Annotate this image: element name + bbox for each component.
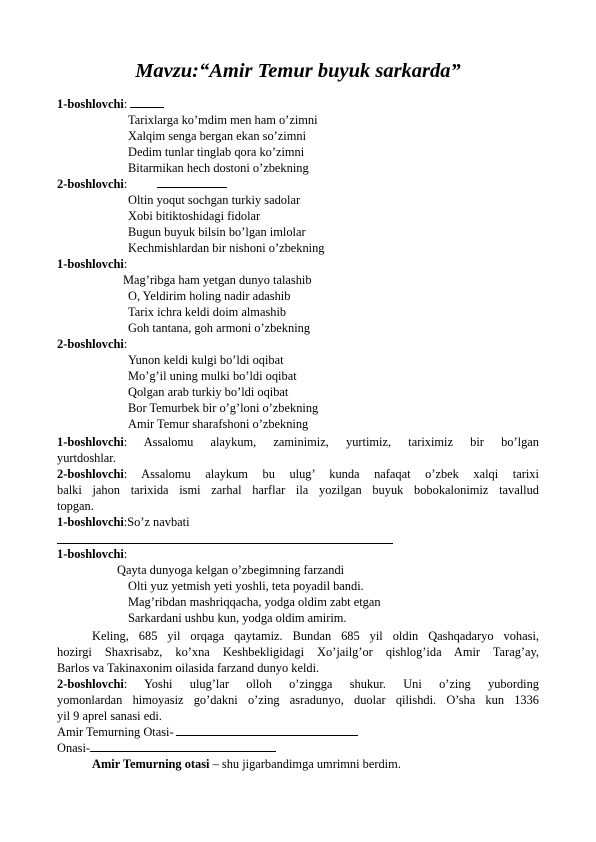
- verse-line: Mag’ribdan mashriqqacha, yodga oldim zabt etgan: [128, 595, 381, 609]
- verse-line: Kechmishlardan bir nishoni o’zbekning: [128, 241, 325, 255]
- word: yil: [167, 629, 181, 643]
- verse-line: Qolgan arab turkiy bo’ldi oqibat: [128, 385, 289, 399]
- verse-line: O, Yeldirim holing nadir adashib: [128, 289, 291, 303]
- verse-line: Oltin yoqut sochgan turkiy sadolar: [128, 193, 301, 207]
- speaker-label: 1-boshlovchi: [57, 515, 124, 529]
- word: yomonlardan: [57, 693, 123, 707]
- word: o’zing: [247, 693, 280, 707]
- word: Yoshi: [144, 677, 173, 691]
- paragraph-line: [57, 692, 539, 708]
- word: Xo’jailg’or: [317, 645, 373, 659]
- paragraph-line: [57, 644, 539, 660]
- verse-line: Olti yuz yetmish yeti yoshli, teta poyadil bandi.: [128, 579, 364, 593]
- blank-underline: [157, 176, 227, 188]
- word: ismi: [179, 483, 201, 497]
- next-turn-text: :So’z navbati: [123, 515, 190, 529]
- word: kun: [485, 693, 505, 707]
- closing-bold-text: Amir Temurning otasi: [92, 757, 210, 771]
- word: 685: [138, 629, 158, 643]
- colon: :: [123, 337, 128, 351]
- word: 1336: [514, 693, 539, 707]
- verse-line: Bor Temurbek bir o’g’loni o’zbekning: [128, 401, 319, 415]
- word: qishlog’ida: [385, 645, 442, 659]
- paragraph-line: Barlos va Takinaxonim oilasida farzand dunyo keldi.: [57, 661, 320, 675]
- colon: :: [123, 467, 128, 481]
- verse-line: Xobi bitiktoshidagi fidolar: [128, 209, 261, 223]
- word: olloh: [246, 677, 272, 691]
- word: harflar: [252, 483, 286, 497]
- horizontal-rule: [57, 543, 393, 544]
- word: yurtimiz,: [346, 435, 392, 449]
- verse-line: Tarix ichra keldi doim almashib: [128, 305, 287, 319]
- word: alaykum,: [210, 435, 257, 449]
- word: bobokalonimiz: [414, 483, 489, 497]
- father-label: Amir Temurning Otasi-: [57, 725, 174, 739]
- paragraph-line: [92, 628, 539, 644]
- word: zarhal: [211, 483, 242, 497]
- word: shukur.: [349, 677, 386, 691]
- word: qaytamiz.: [234, 629, 283, 643]
- speaker-label: 1-boshlovchi: [57, 97, 124, 111]
- blank-underline: [130, 96, 164, 108]
- word: o’zing: [439, 677, 471, 691]
- word: orqaga: [190, 629, 225, 643]
- word: Uni: [403, 677, 422, 691]
- word: nafaqat: [374, 467, 411, 481]
- paragraph-line: [57, 676, 539, 692]
- word: bo’lgan: [501, 435, 539, 449]
- verse-line: Qayta dunyoga kelgan o’zbegimning farzandi: [117, 563, 345, 577]
- word: duolar: [354, 693, 386, 707]
- colon: :: [123, 257, 128, 271]
- word: Bundan: [292, 629, 332, 643]
- verse-line: Xalqim senga bergan ekan so’zimni: [128, 129, 307, 143]
- word: Assalomu: [143, 435, 194, 449]
- verse-line: Amir Temur sharafshoni o’zbekning: [128, 417, 309, 431]
- verse-line: Tarixlarga ko’mdim men ham o’zimni: [128, 113, 318, 127]
- word: xalqi: [473, 467, 499, 481]
- word: o’zingga: [289, 677, 333, 691]
- word: 685: [341, 629, 360, 643]
- word: Shaxrisabz,: [104, 645, 163, 659]
- speaker-label: 2-boshlovchi: [57, 177, 124, 191]
- colon: :: [123, 435, 128, 449]
- verse-line: Mag’ribga ham yetgan dunyo talashib: [123, 273, 312, 287]
- speaker-line: [57, 96, 164, 112]
- speaker-line: [57, 176, 227, 192]
- father-line: [57, 724, 358, 740]
- speaker-line: [57, 336, 127, 352]
- word: Qashqadaryo: [428, 629, 494, 643]
- speaker-label: 1-boshlovchi: [57, 547, 124, 561]
- greeting-line: [57, 466, 539, 482]
- closing-text: – shu jigarbandimga umrimni berdim.: [209, 757, 401, 771]
- speaker-label: 1-boshlovchi: [57, 435, 124, 449]
- verse-line: Goh tantana, goh armoni o’zbekning: [128, 321, 311, 335]
- word: Amir: [453, 645, 481, 659]
- colon: :: [123, 677, 128, 691]
- word: yubording: [488, 677, 539, 691]
- word: o’zbek: [425, 467, 459, 481]
- word: vohasi,: [503, 629, 539, 643]
- verse-line: Sarkardani ushbu kun, yodga oldim amirim.: [128, 611, 347, 625]
- verse-line: Yunon keldi kulgi bo’ldi oqibat: [128, 353, 284, 367]
- word: ulug’: [289, 467, 315, 481]
- colon: :: [123, 547, 128, 561]
- word: Keshbekligidagi: [222, 645, 305, 659]
- speaker-label: 2-boshlovchi: [57, 677, 124, 691]
- word: kunda: [329, 467, 360, 481]
- speaker-line: [57, 514, 190, 530]
- word: ulug’lar: [189, 677, 229, 691]
- greeting-line: [57, 482, 539, 498]
- verse-line: Bugun buyuk bilsin bo’lgan imlolar: [128, 225, 306, 239]
- word: alaykum: [205, 467, 248, 481]
- word: bir: [470, 435, 484, 449]
- speaker-label: 1-boshlovchi: [57, 257, 124, 271]
- word: tarixi: [512, 467, 539, 481]
- closing-line: [92, 756, 401, 772]
- word: yozilgan: [319, 483, 362, 497]
- verse-line: Mo’g’il uning mulki bo’ldi oqibat: [128, 369, 297, 383]
- word: tariximiz: [408, 435, 453, 449]
- word: ko’xna: [175, 645, 210, 659]
- mother-label: Onasi-: [57, 741, 91, 755]
- word: O’sha: [446, 693, 476, 707]
- greeting-line: topgan.: [57, 499, 94, 513]
- word: go’dakni: [193, 693, 238, 707]
- blank-underline: [176, 724, 358, 736]
- word: yil: [369, 629, 383, 643]
- word: hozirgi: [57, 645, 92, 659]
- word: ila: [295, 483, 309, 497]
- word: Assalomu: [141, 467, 191, 481]
- speaker-line: [57, 256, 127, 272]
- word: bu: [262, 467, 275, 481]
- word: balki: [57, 483, 82, 497]
- word: tarixida: [130, 483, 169, 497]
- word: zaminimiz,: [273, 435, 329, 449]
- paragraph-line: yil 9 aprel sanasi edi.: [57, 709, 162, 723]
- word: tavallud: [499, 483, 539, 497]
- speaker-label: 2-boshlovchi: [57, 337, 124, 351]
- word: oldin: [392, 629, 419, 643]
- word: Tarag’ay,: [492, 645, 539, 659]
- greeting-line: [57, 434, 539, 450]
- word: Keling,: [92, 629, 129, 643]
- word: jahon: [92, 483, 120, 497]
- word: qilishdi.: [395, 693, 437, 707]
- blank-underline: [90, 740, 276, 752]
- page-title: Mavzu:“Amir Temur buyuk sarkarda”: [135, 60, 461, 82]
- verse-line: Dedim tunlar tinglab qora ko’zimni: [128, 145, 305, 159]
- word: himoyasiz: [132, 693, 184, 707]
- speaker-label: 2-boshlovchi: [57, 467, 124, 481]
- verse-line: Bitarmikan hech dostoni o’zbekning: [128, 161, 309, 175]
- word: buyuk: [372, 483, 404, 497]
- colon: :: [123, 97, 128, 111]
- speaker-line: [57, 546, 127, 562]
- mother-line: [57, 740, 276, 756]
- greeting-line: yurtdoshlar.: [57, 451, 116, 465]
- word: asradunyo,: [289, 693, 344, 707]
- colon: :: [123, 177, 128, 191]
